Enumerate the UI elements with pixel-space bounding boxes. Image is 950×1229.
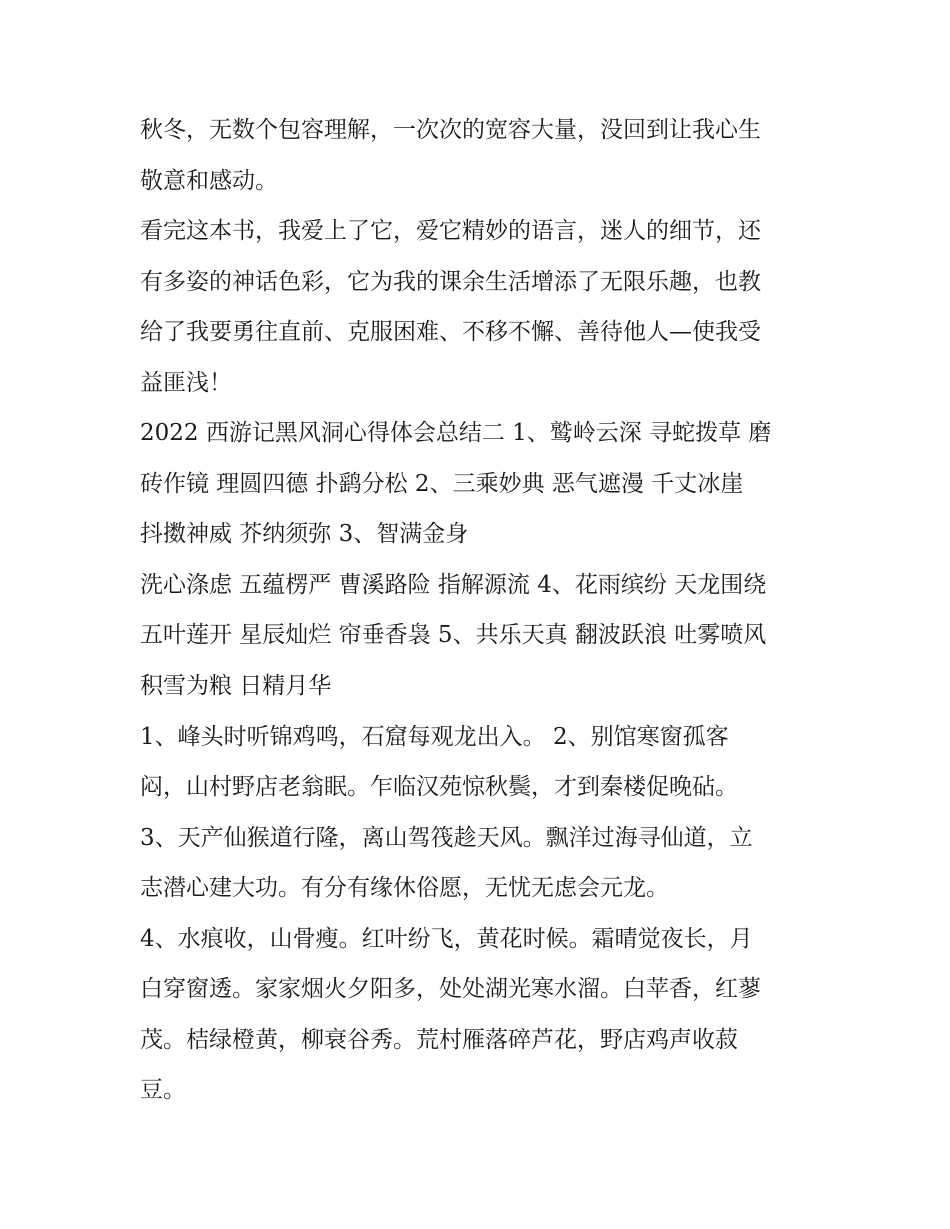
text-line: 志潜心建大功。有分有缘休俗愿，无忧无虑会元龙。: [140, 875, 669, 901]
text-line: 闷，山村野店老翁眠。乍临汉苑惊秋鬓，才到秦楼促晚砧。: [140, 774, 738, 800]
text-line: 看完这本书，我爱上了它，爱它精妙的语言，迷人的细节，还: [140, 218, 761, 244]
text-line: 3、天产仙猴道行隆，离山驾筏趁天风。飘洋过海寻仙道，立: [140, 825, 753, 851]
text-line: 敬意和感动。: [140, 168, 278, 194]
text-line: 豆。: [140, 1077, 186, 1103]
text-line: 有多姿的神话色彩，它为我的课余生活增添了无限乐趣，也教: [140, 269, 761, 295]
text-line: 益匪浅！: [140, 370, 232, 396]
text-line: 抖擞神威 芥纳须弥 3、智满金身: [140, 521, 469, 547]
text-line: 4、水痕收，山骨瘦。红叶纷飞，黄花时候。霜晴觉夜长，月: [140, 926, 753, 952]
text-line: 洗心涤虑 五蕴楞严 曹溪路险 指解源流 4、花雨缤纷 天龙围绕: [140, 572, 767, 598]
text-line: 积雪为粮 日精月华: [140, 673, 332, 699]
text-line: 白穿窗透。家家烟火夕阳多，处处湖光寒水溜。白苹香，红蓼: [140, 976, 761, 1002]
text-line: 五叶莲开 星辰灿烂 帘垂香袅 5、共乐天真 翻波跃浪 吐雾喷风: [140, 622, 767, 648]
text-line: 2022 西游记黑风洞心得体会总结二 1、鹫岭云深 寻蛇拨草 磨: [140, 420, 772, 446]
text-line: 砖作镜 理圆四德 扑鹞分松 2、三乘妙典 恶气遮漫 千丈冰崖: [140, 471, 744, 497]
text-line: 秋冬，无数个包容理解，一次次的宽容大量，没回到让我心生: [140, 117, 761, 143]
text-line: 茂。桔绿橙黄，柳衰谷秀。荒村雁落碎芦花，野店鸡声收菽: [140, 1027, 738, 1053]
text-line: 1、峰头时听锦鸡鸣，石窟每观龙出入。 2、别馆寒窗孤客: [140, 724, 729, 750]
text-line: 给了我要勇往直前、克服困难、不移不懈、善待他人—使我受: [140, 319, 761, 345]
